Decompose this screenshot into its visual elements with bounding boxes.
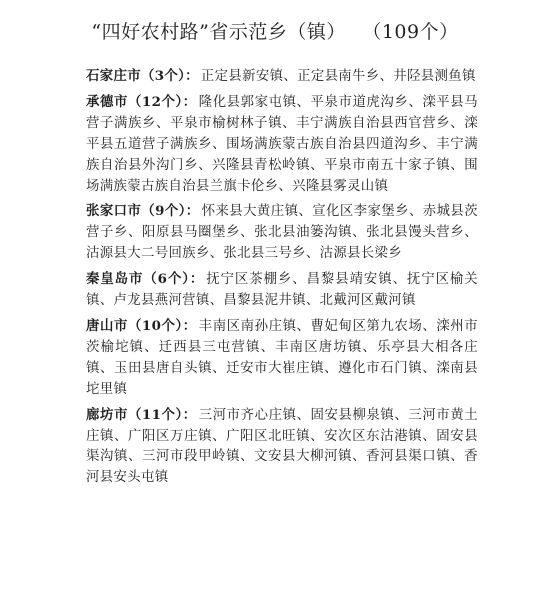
city-count: （12个）： bbox=[127, 93, 197, 110]
town-list: 正定县新安镇、正定县南牛乡、井陉县测鱼镇 bbox=[200, 69, 476, 84]
page-title bbox=[0, 20, 550, 44]
city-name: 唐山市 bbox=[86, 317, 128, 334]
city-entry-tangshan bbox=[86, 316, 478, 401]
city-count: （10个）： bbox=[127, 317, 197, 334]
city-entry-langfang bbox=[86, 405, 478, 490]
town-list: 隆化县郭家屯镇、平泉市道虎沟乡、滦平县马营子满族乡、平泉市榆树林子镇、丰宁满族自治县西官营乡、滦平县五道营子满族乡、围场满族蒙古族自治县四道沟乡、丰宁满族自治县外沟门乡、兴隆县青松岭镇、平泉市南五十家子镇、围场满族蒙古族自治县兰旗卡伦乡、兴隆县雾灵山镇 bbox=[86, 94, 478, 194]
city-name: 承德市 bbox=[86, 93, 128, 110]
town-list: 怀来县大黄庄镇、宣化区李家堡乡、赤城县茨营子乡、阳原县马圈堡乡、张北县油篓沟镇、张北县馒头营乡、沽源县大二号回族乡、张北县三号乡、沽源县长梁乡 bbox=[86, 204, 478, 262]
city-entry-qinhuangdao bbox=[86, 269, 478, 312]
city-count: （11个）： bbox=[127, 406, 197, 423]
city-entry-zhangjiakou bbox=[86, 201, 478, 265]
town-list: 抚宁区茶棚乡、昌黎县靖安镇、抚宁区榆关镇、卢龙县燕河营镇、昌黎县泥井镇、北戴河区戴河镇 bbox=[86, 272, 478, 309]
city-list bbox=[86, 66, 478, 493]
city-name: 石家庄市 bbox=[86, 68, 141, 84]
city-name: 廊坊市 bbox=[86, 406, 128, 423]
city-count: （9个）： bbox=[141, 203, 200, 220]
title-count: （109个） bbox=[371, 21, 459, 43]
city-entry-chengde bbox=[86, 92, 478, 198]
city-count: （3个）： bbox=[140, 68, 199, 84]
town-list: 丰南区南孙庄镇、曹妃甸区第九农场、滦州市茨榆坨镇、迁西县三屯营镇、丰南区唐坊镇、乐亭县大相各庄镇、玉田县唐自头镇、迁安市大崔庄镇、遵化市石门镇、滦南县坨里镇 bbox=[86, 318, 478, 397]
city-name: 张家口市 bbox=[86, 203, 142, 220]
title-text: “四好农村路”省示范乡（镇） bbox=[91, 21, 346, 43]
town-list: 三河市齐心庄镇、固安县柳泉镇、三河市黄土庄镇、广阳区万庄镇、广阳区北旺镇、安次区东沽港镇、固安县渠沟镇、三河市段甲岭镇、文安县大柳河镇、香河县渠口镇、香河县安头屯镇 bbox=[86, 407, 478, 486]
city-name: 秦皇岛市 bbox=[86, 271, 144, 288]
city-entry-shijiazhuang bbox=[86, 66, 478, 88]
city-count: （6个）： bbox=[143, 271, 205, 288]
